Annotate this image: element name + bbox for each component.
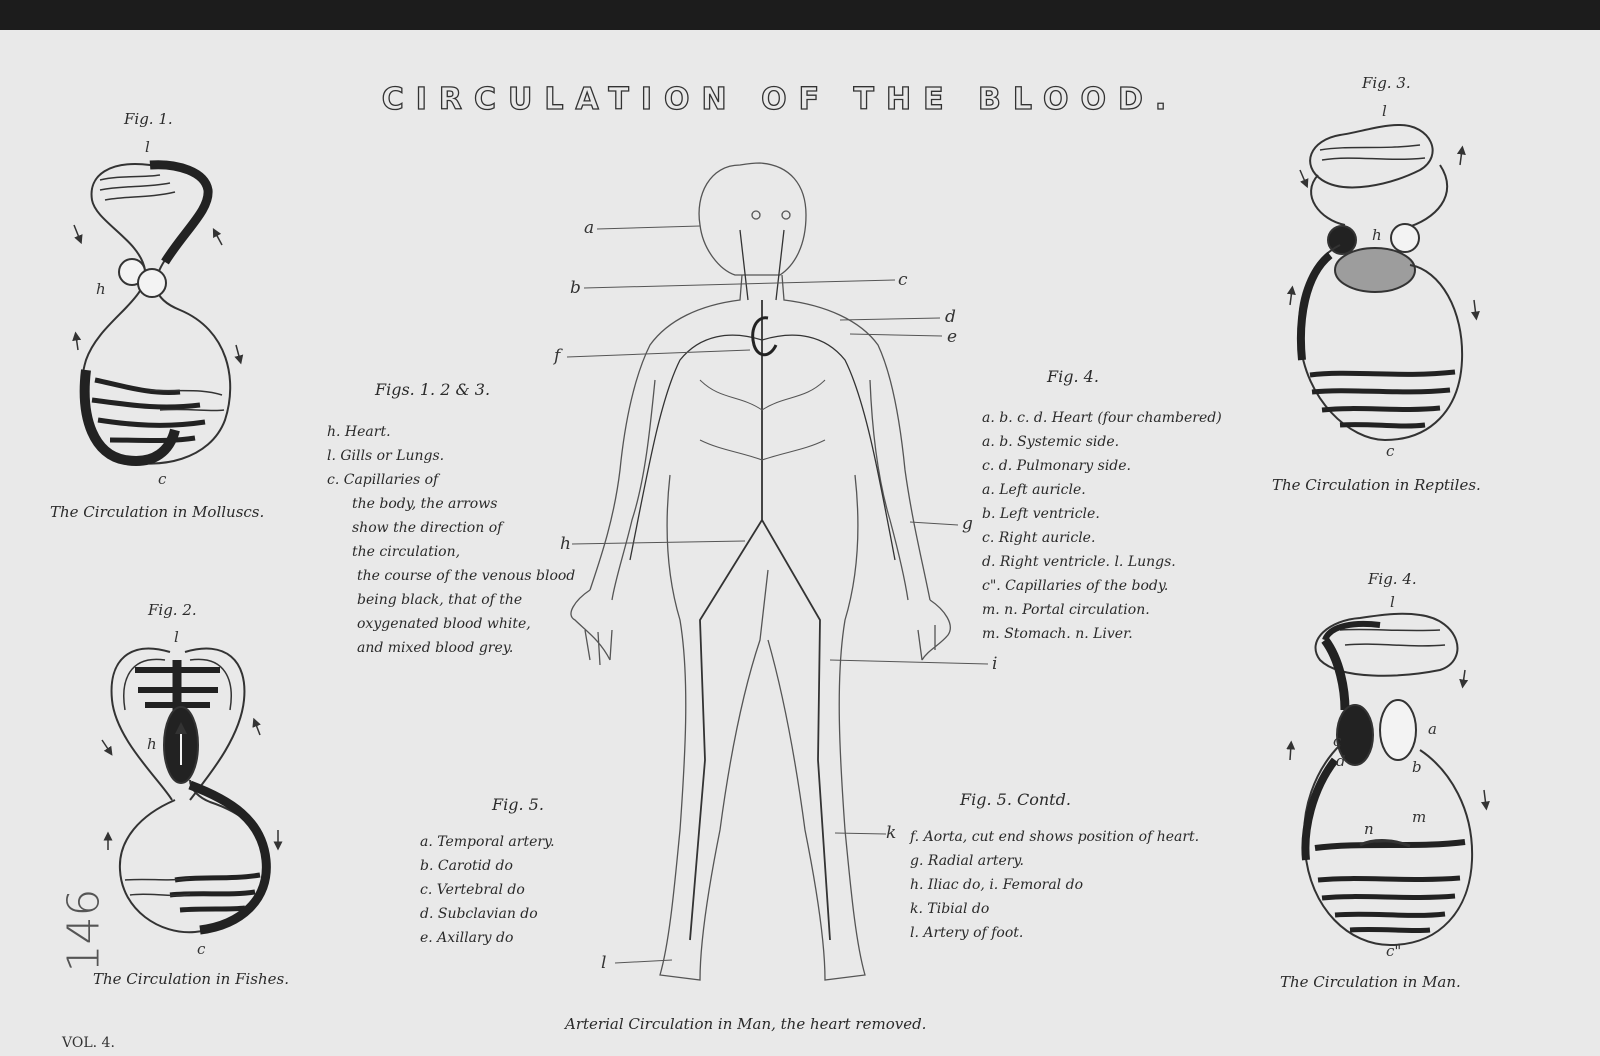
- legend5-line: d. Subclavian do: [420, 906, 538, 922]
- fig2-caption: The Circulation in Fishes.: [93, 970, 289, 988]
- legend5-list: [420, 830, 555, 950]
- legend123-line: the body, the arrows: [352, 496, 498, 512]
- fig2-label-h: h: [147, 735, 157, 753]
- legend5cont-list: [910, 825, 1199, 945]
- legend4-list: [982, 406, 1222, 646]
- body-label-g: g: [962, 514, 973, 534]
- legend123-line: the course of the venous blood: [357, 568, 576, 584]
- legend123-list: [327, 420, 575, 660]
- fig4-heading: Fig. 4.: [1368, 570, 1417, 588]
- legend4-line: m. Stomach. n. Liver.: [982, 626, 1133, 642]
- fig3-label-h: h: [1372, 226, 1382, 244]
- fig2-heading: Fig. 2.: [148, 601, 197, 619]
- legend5-line: e. Axillary do: [420, 930, 514, 946]
- fig4-caption: The Circulation in Man.: [1280, 973, 1461, 991]
- fig4-label-b: b: [1412, 758, 1422, 776]
- fig4-label-l: l: [1390, 593, 1395, 611]
- legend123-line: and mixed blood grey.: [357, 640, 514, 656]
- legend123-line: show the direction of: [352, 520, 503, 536]
- fig3-label-c: c: [1386, 442, 1395, 460]
- legend5-line: a. Temporal artery.: [420, 834, 555, 850]
- fig4-label-c2: c": [1386, 942, 1402, 960]
- legend4-line: a. Left auricle.: [982, 482, 1086, 498]
- legend123-heading: Figs. 1. 2 & 3.: [375, 380, 491, 399]
- legend5cont-line: h. Iliac do, i. Femoral do: [910, 877, 1084, 893]
- legend4-line: d. Right ventricle. l. Lungs.: [982, 554, 1176, 570]
- legend5-heading: Fig. 5.: [492, 795, 544, 814]
- fig3-label-l: l: [1382, 102, 1387, 120]
- plate-title: CIRCULATION OF THE BLOOD.: [381, 82, 1179, 117]
- body-label-e: e: [947, 327, 958, 347]
- fig1-mollusc-diagram: [74, 164, 240, 464]
- legend4-line: c. Right auricle.: [982, 530, 1096, 546]
- fig4-label-n: n: [1364, 820, 1374, 838]
- fig1-label-c: c: [158, 470, 167, 488]
- body-label-h: h: [560, 534, 571, 554]
- legend4-line: b. Left ventricle.: [982, 506, 1100, 522]
- fig4-man-diagram: [1290, 614, 1486, 945]
- legend5cont-line: k. Tibial do: [910, 901, 990, 917]
- legend4-line: a. b. Systemic side.: [982, 434, 1120, 450]
- body-label-a: a: [584, 218, 595, 238]
- legend4-line: c. d. Pulmonary side.: [982, 458, 1131, 474]
- legend123-line: oxygenated blood white,: [357, 616, 531, 632]
- human-figure-diagram: [571, 163, 950, 980]
- body-label-d: d: [945, 307, 956, 327]
- body-label-f: f: [554, 346, 561, 366]
- body-label-k: k: [886, 823, 897, 843]
- legend5cont-line: g. Radial artery.: [910, 853, 1024, 869]
- volume-label: VOL. 4.: [62, 1035, 115, 1051]
- fig3-heading: Fig. 3.: [1362, 74, 1411, 92]
- legend5cont-line: f. Aorta, cut end shows position of heart.: [910, 829, 1200, 845]
- fig4-label-c: c: [1333, 732, 1342, 750]
- fig4-label-a: a: [1428, 720, 1437, 738]
- fig2-label-l: l: [174, 628, 179, 646]
- fig1-heading: Fig. 1.: [124, 110, 173, 128]
- fig1-label-h: h: [96, 280, 106, 298]
- legend4-line: m. n. Portal circulation.: [982, 602, 1150, 618]
- legend5-line: b. Carotid do: [420, 858, 513, 874]
- legend5cont-line: l. Artery of foot.: [910, 925, 1024, 941]
- fig3-reptile-diagram: [1290, 125, 1476, 440]
- page-number-handwritten: 146: [58, 888, 110, 973]
- legend4-line: a. b. c. d. Heart (four chambered): [982, 410, 1222, 426]
- fig2-label-c: c: [197, 940, 206, 958]
- legend4-line: c". Capillaries of the body.: [982, 578, 1169, 594]
- legend123-line: l. Gills or Lungs.: [327, 448, 445, 464]
- body-label-l: l: [601, 953, 607, 973]
- body-label-b: b: [570, 278, 581, 298]
- legend123-line: being black, that of the: [357, 592, 523, 608]
- body-label-i: i: [992, 654, 998, 674]
- fig4-label-d: d: [1336, 752, 1346, 770]
- body-caption: Arterial Circulation in Man, the heart removed.: [565, 1015, 927, 1033]
- fig2-fish-diagram: [102, 649, 278, 933]
- legend123-line: the circulation,: [352, 544, 461, 560]
- fig1-caption: The Circulation in Molluscs.: [50, 503, 265, 521]
- fig3-caption: The Circulation in Reptiles.: [1272, 476, 1481, 494]
- legend123-line: h. Heart.: [327, 424, 391, 440]
- body-label-c: c: [898, 270, 908, 290]
- fig1-label-l: l: [145, 138, 150, 156]
- fig4-label-m: m: [1412, 808, 1427, 826]
- legend5-line: c. Vertebral do: [420, 882, 525, 898]
- legend4-heading: Fig. 4.: [1047, 367, 1099, 386]
- legend5cont-heading: Fig. 5. Contd.: [960, 790, 1071, 809]
- legend123-line: c. Capillaries of: [327, 472, 439, 488]
